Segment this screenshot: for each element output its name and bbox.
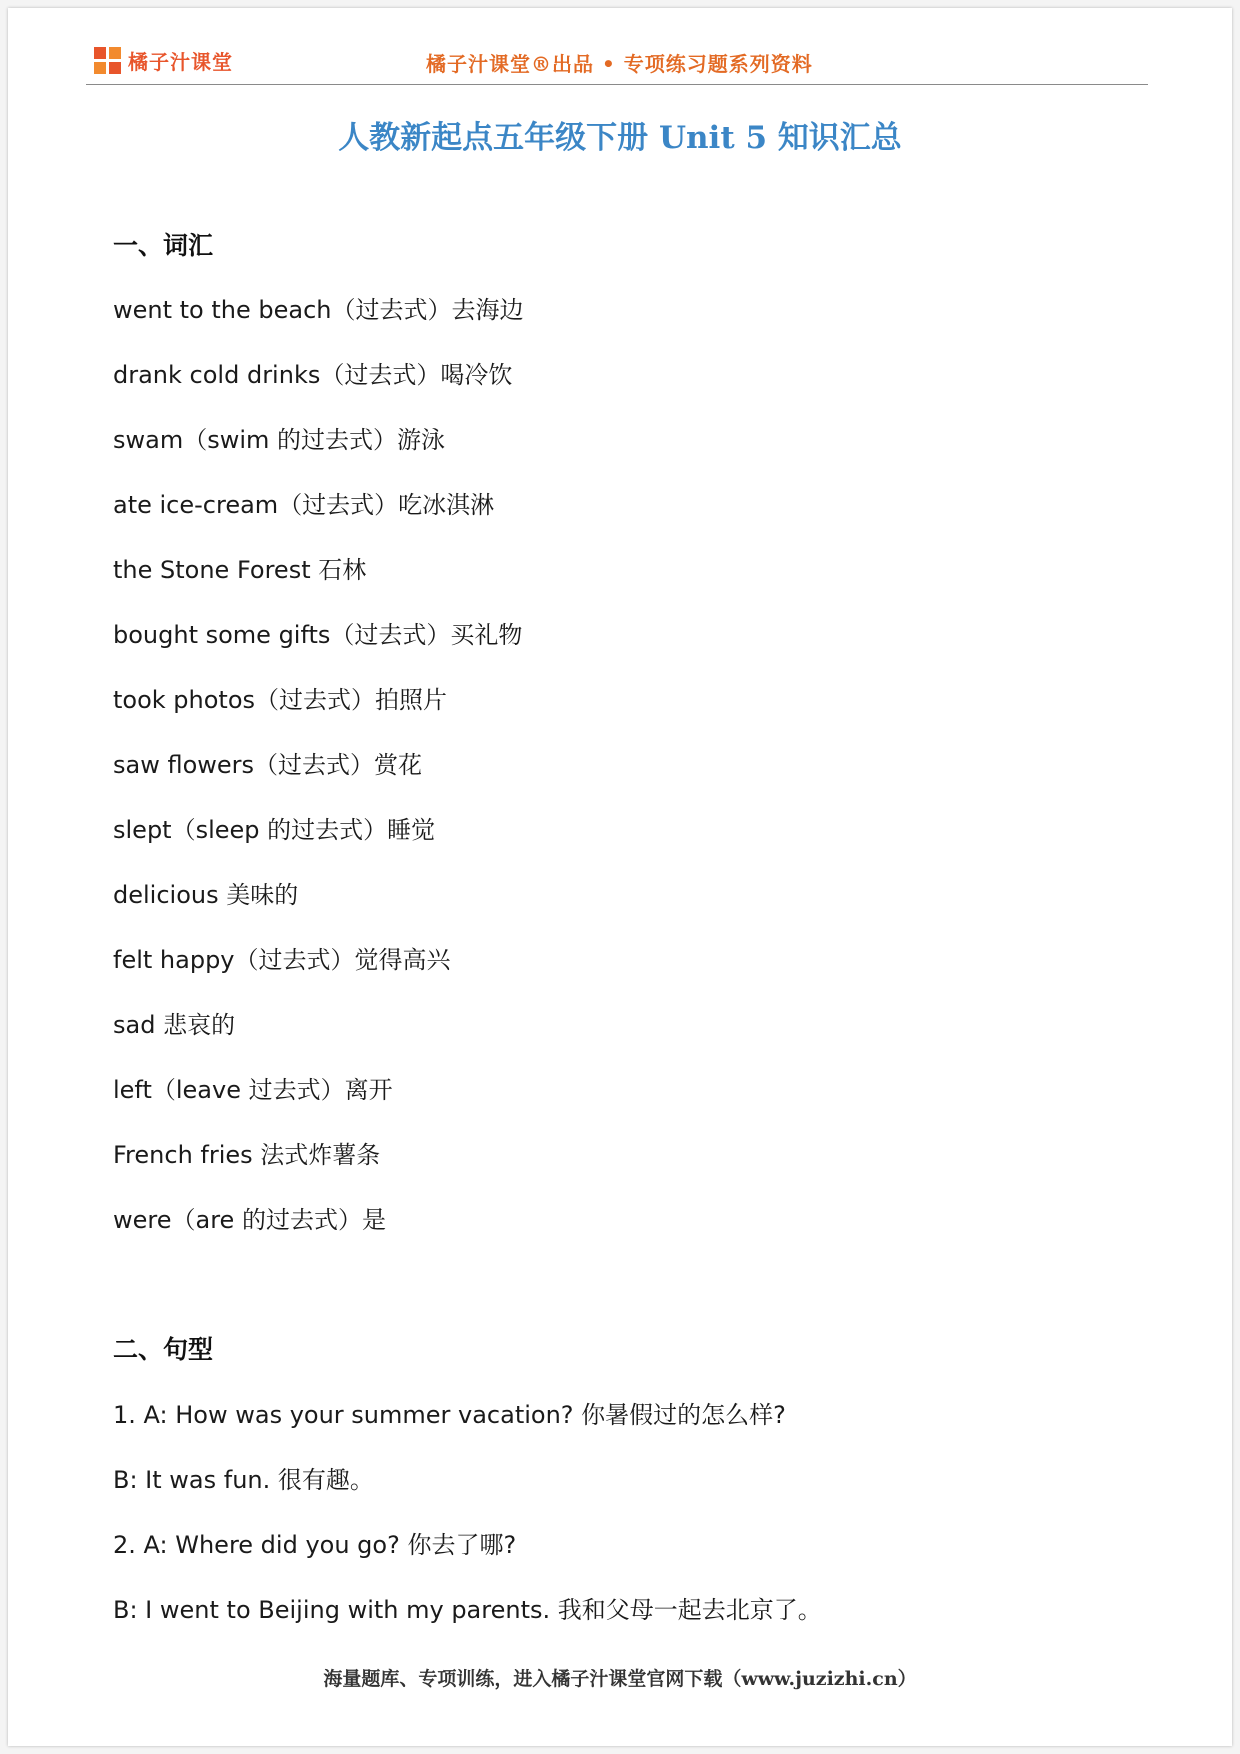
vocabulary-item: sad 悲哀的 xyxy=(113,1011,236,1039)
vocabulary-item: saw flowers（过去式）赏花 xyxy=(113,751,423,779)
page-header xyxy=(86,42,1148,85)
document-title: 人教新起点五年级下册 Unit 5 知识汇总 xyxy=(338,120,902,156)
sentence-item: 1. A: How was your summer vacation? 你暑假过的怎么样? xyxy=(113,1401,786,1429)
vocabulary-item: ate ice-cream（过去式）吃冰淇淋 xyxy=(113,491,495,519)
logo-icon xyxy=(94,47,122,75)
vocabulary-item: felt happy（过去式）觉得高兴 xyxy=(113,946,451,974)
vocabulary-item: swam（swim 的过去式）游泳 xyxy=(113,426,446,454)
vocabulary-item: took photos（过去式）拍照片 xyxy=(113,686,448,714)
logo-text: 橘子汁课堂 xyxy=(128,50,233,74)
vocabulary-item: left（leave 过去式）离开 xyxy=(113,1076,393,1104)
vocabulary-item: bought some gifts（过去式）买礼物 xyxy=(113,621,523,649)
sentence-item: 2. A: Where did you go? 你去了哪? xyxy=(113,1531,517,1559)
sentences-heading: 二、句型 xyxy=(113,1335,214,1364)
vocabulary-item: went to the beach（过去式）去海边 xyxy=(113,296,524,324)
header-title: 橘子汁课堂®出品 • 专项练习题系列资料 xyxy=(426,52,813,76)
sentence-item: B: It was fun. 很有趣。 xyxy=(113,1466,374,1494)
vocabulary-item: delicious 美味的 xyxy=(113,881,299,909)
vocabulary-item: French fries 法式炸薯条 xyxy=(113,1141,381,1169)
vocabulary-item: slept（sleep 的过去式）睡觉 xyxy=(113,816,436,844)
vocabulary-item: were（are 的过去式）是 xyxy=(113,1206,386,1234)
vocabulary-item: drank cold drinks（过去式）喝冷饮 xyxy=(113,361,513,389)
vocabulary-heading: 一、词汇 xyxy=(113,231,214,260)
page-footer: 海量题库、专项训练，进入橘子汁课堂官网下载（www.juzizhi.cn） xyxy=(323,1668,917,1690)
vocabulary-item: the Stone Forest 石林 xyxy=(113,556,367,584)
sentence-item: B: I went to Beijing with my parents. 我和父母一起去北京了。 xyxy=(113,1596,822,1624)
brand-logo xyxy=(94,46,233,75)
